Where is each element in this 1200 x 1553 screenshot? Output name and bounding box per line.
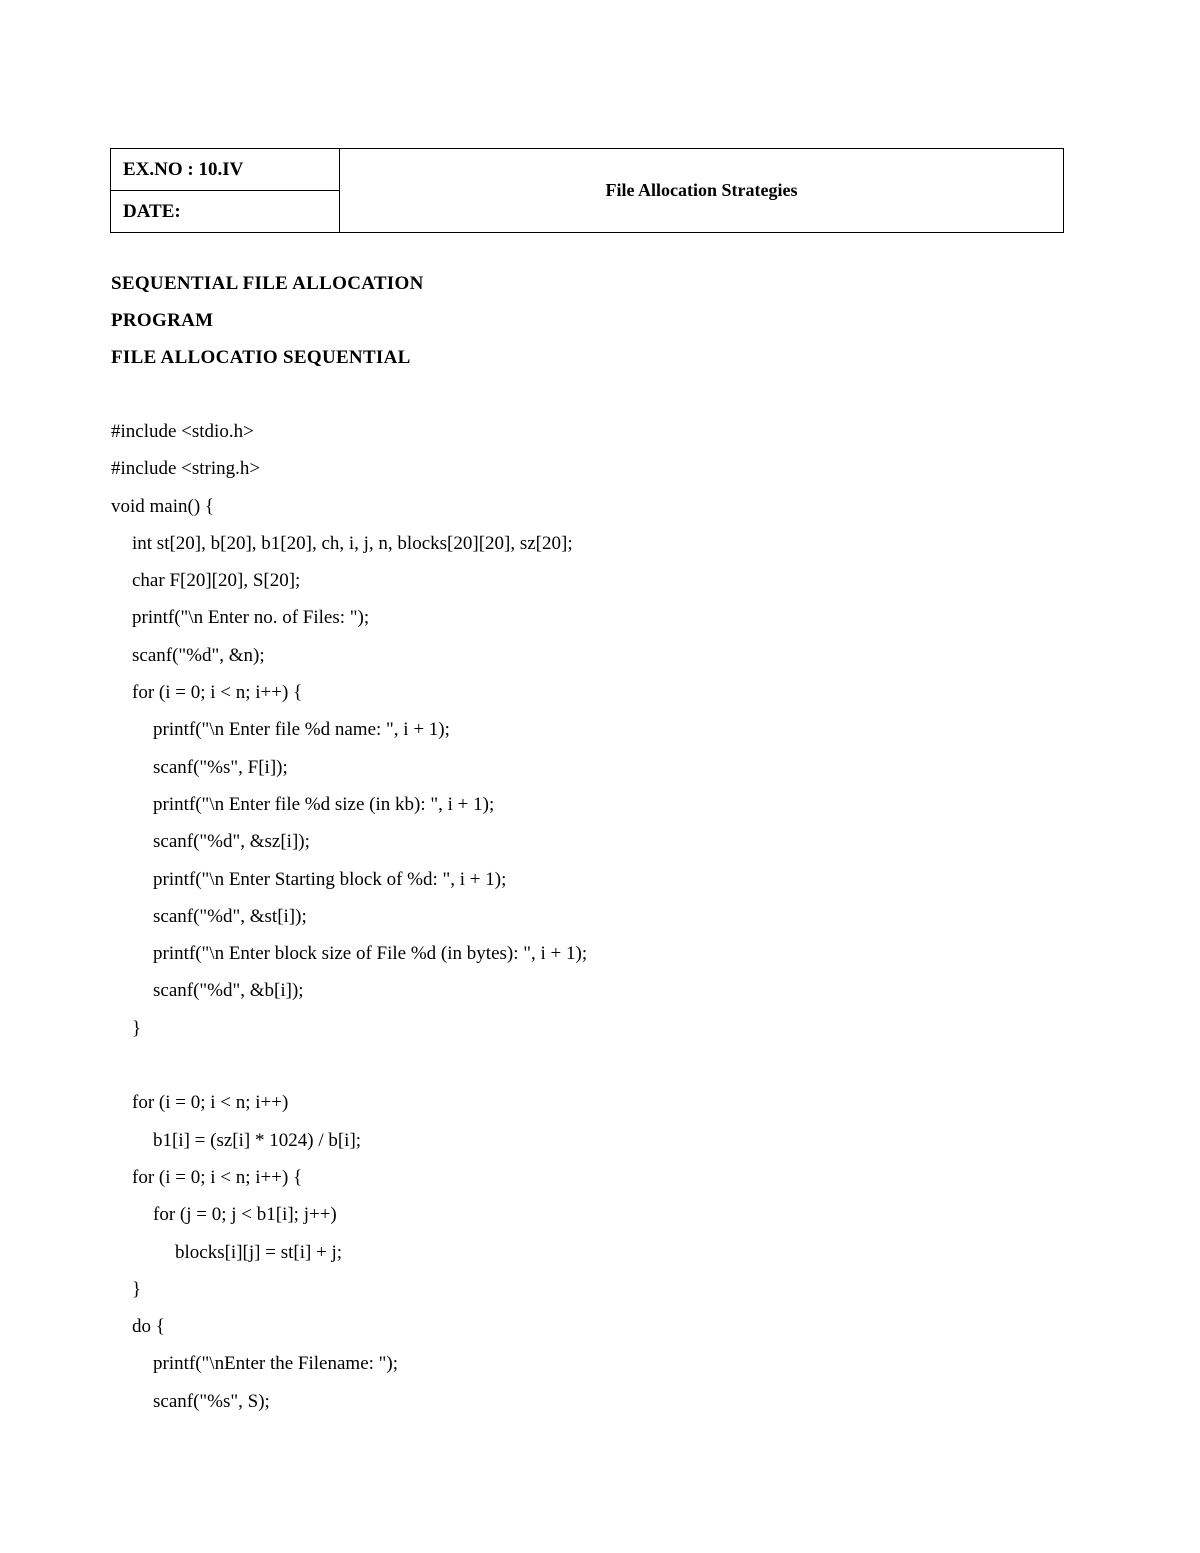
code-line: printf("\n Enter file %d size (in kb): ", i + 1); [153,793,495,815]
code-line: int st[20], b[20], b1[20], ch, i, j, n, blocks[20][20], sz[20]; [132,532,573,554]
section-heading: SEQUENTIAL FILE ALLOCATION [111,273,424,294]
code-line: printf("\nEnter the Filename: "); [153,1353,399,1375]
code-line: scanf("%s", S); [153,1390,270,1412]
code-line: printf("\n Enter file %d name: ", i + 1); [153,719,450,741]
code-line-blank [111,1052,587,1089]
exercise-title: File Allocation Strategies [340,149,1064,233]
code-line: char F[20][20], S[20]; [132,570,301,592]
section-headings [111,270,424,381]
code-line: scanf("%d", &b[i]); [153,980,304,1002]
code-line: do { [132,1316,165,1338]
code-line: for (i = 0; i < n; i++) { [132,682,303,704]
code-line: } [132,1017,142,1039]
section-heading: FILE ALLOCATIO SEQUENTIAL [111,347,411,368]
code-line: scanf("%s", F[i]); [153,756,288,778]
exercise-number: EX.NO : 10.IV [111,149,340,191]
code-line: b1[i] = (sz[i] * 1024) / b[i]; [153,1129,362,1151]
code-line: printf("\n Enter block size of File %d (in bytes): ", i + 1); [153,943,588,965]
code-listing [111,418,587,1425]
code-line: scanf("%d", &st[i]); [153,905,307,927]
code-line: scanf("%d", &sz[i]); [153,831,310,853]
exercise-header-table [110,148,1064,233]
code-line: printf("\n Enter no. of Files: "); [132,607,370,629]
code-line: #include <string.h> [111,458,261,480]
section-heading: PROGRAM [111,310,214,331]
code-line: for (i = 0; i < n; i++) { [132,1166,303,1188]
code-line: #include <stdio.h> [111,421,254,442]
code-line: blocks[i][j] = st[i] + j; [175,1241,343,1263]
code-line: for (j = 0; j < b1[i]; j++) [153,1204,337,1226]
exercise-date: DATE: [111,191,340,233]
code-line: printf("\n Enter Starting block of %d: ", i + 1); [153,868,507,890]
code-line: void main() { [111,495,215,517]
code-line: scanf("%d", &n); [132,644,265,666]
code-line: } [132,1278,142,1300]
code-line: for (i = 0; i < n; i++) [132,1092,289,1114]
